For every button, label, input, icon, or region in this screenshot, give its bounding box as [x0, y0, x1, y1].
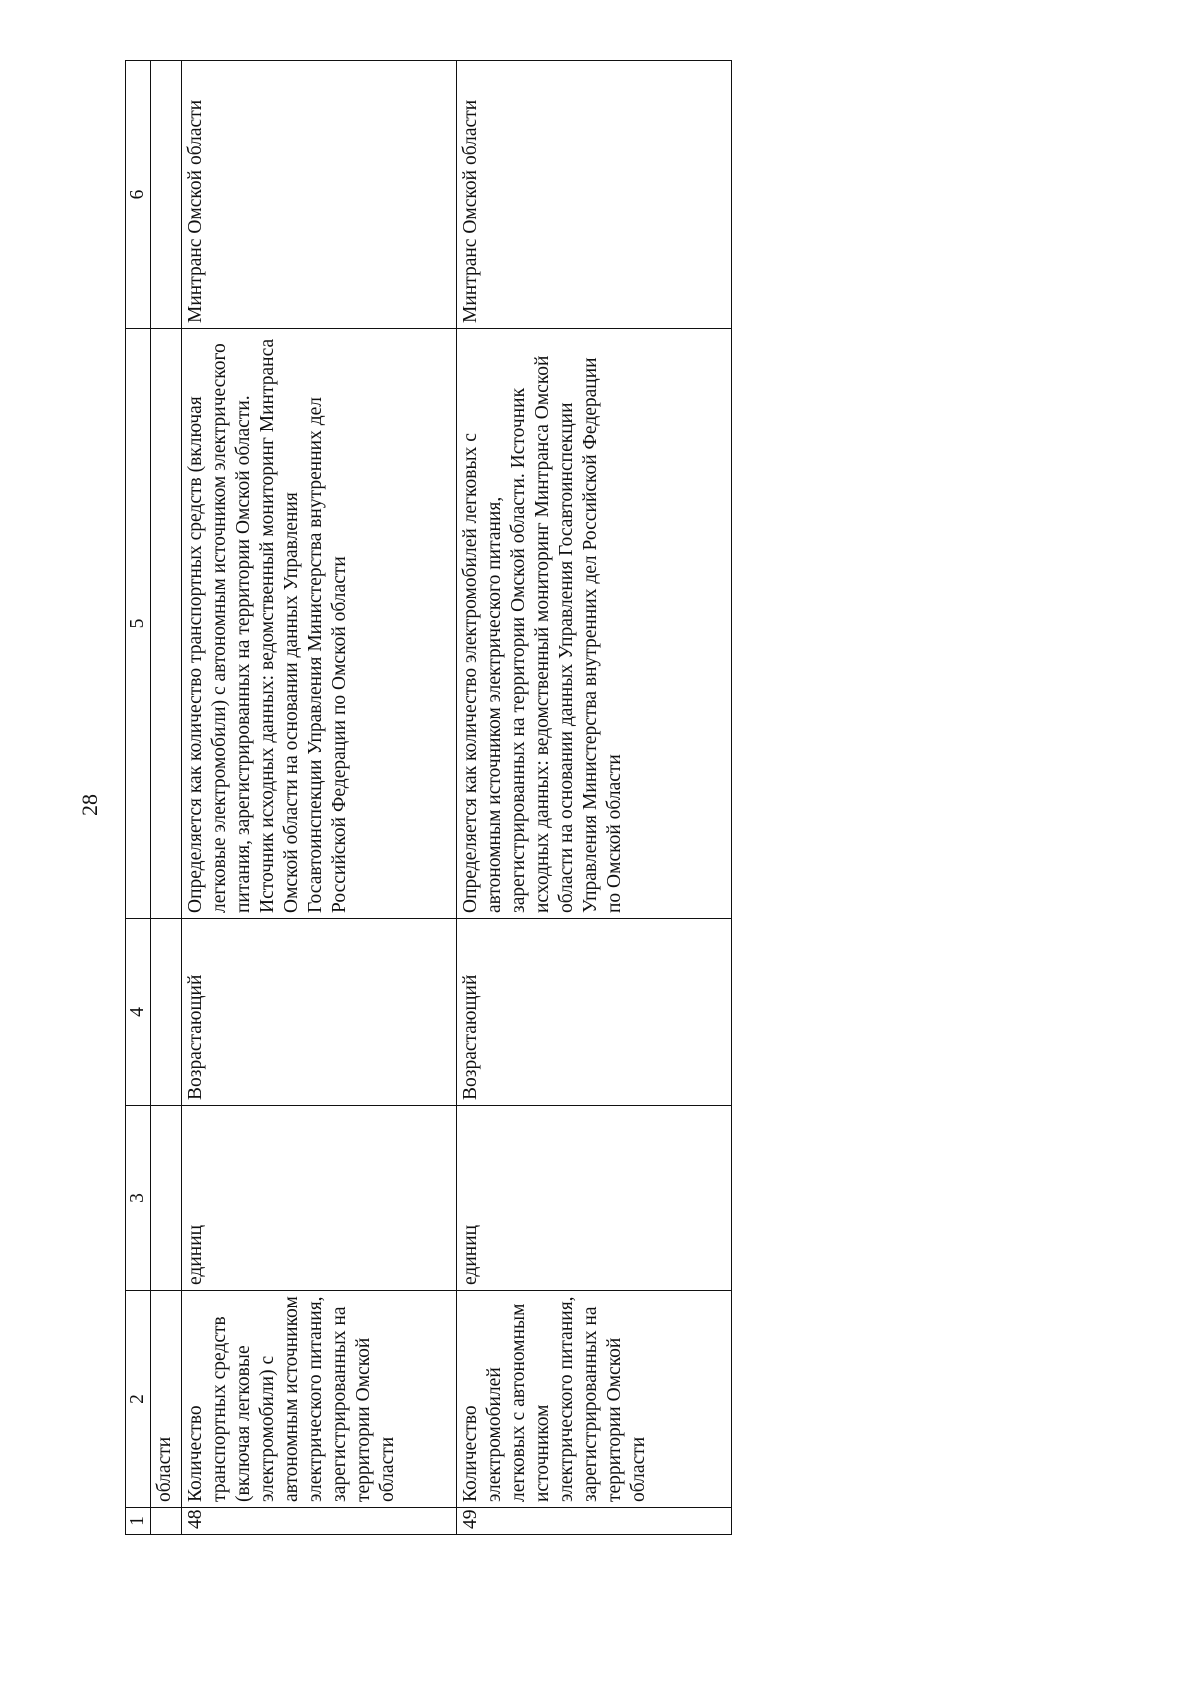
- row-number: 48: [182, 1508, 457, 1535]
- unit-of-measure: единиц: [457, 1106, 732, 1291]
- page-number: 28: [77, 794, 102, 816]
- column-number-4: 4: [126, 919, 151, 1106]
- column-number-5: 5: [126, 329, 151, 919]
- unit-of-measure: единиц: [182, 1106, 457, 1291]
- table-row: [182, 61, 457, 1535]
- column-number-row: [126, 61, 151, 1535]
- table-row: [457, 61, 732, 1535]
- responsible-body: Минтранс Омской области: [457, 61, 732, 329]
- continuation-cell-3: [151, 1106, 182, 1291]
- continuation-cell-5: [151, 329, 182, 919]
- calculation-method: Определяется как количество электромобилей легковых с автономным источником электрического питания, зарегистрированных на территории Омской области. Источник исходных данных: ведомственный мониторинг Минтранса Омской области на основании данных Управления Госавтоинспекции Управления Министерства внутренних дел Российской Федерации по Омской области: [457, 329, 732, 919]
- trend-direction: Возрастающий: [457, 919, 732, 1106]
- calculation-method: Определяется как количество транспортных средств (включая легковые электромобили) с автономным источником электрического питания, зарегистрированных на территории Омской области. Источник исходных данных: ведомственный мониторинг Минтранса Омской области на основании данных Управления Госавтоинспекции Управления Министерства внутренних дел Российской Федерации по Омской области: [182, 329, 457, 919]
- column-number-1: 1: [126, 1508, 151, 1535]
- continuation-cell-4: [151, 919, 182, 1106]
- column-number-2: 2: [126, 1291, 151, 1508]
- continuation-cell-1: [151, 1508, 182, 1535]
- indicator-name: Количество электромобилей легковых с автономным источником электрического питания, зарегистрированных на территории Омской области: [457, 1291, 732, 1508]
- column-number-6: 6: [126, 61, 151, 329]
- trend-direction: Возрастающий: [182, 919, 457, 1106]
- indicator-name: Количество транспортных средств (включая легковые электромобили) с автономным источником электрического питания, зарегистрированных на территории Омской области: [182, 1291, 457, 1508]
- responsible-body: Минтранс Омской области: [182, 61, 457, 329]
- indicators-table: [125, 60, 732, 1535]
- continuation-cell-6: [151, 61, 182, 329]
- continuation-row: [151, 61, 182, 1535]
- continuation-cell-2: области: [151, 1291, 182, 1508]
- column-number-3: 3: [126, 1106, 151, 1291]
- row-number: 49: [457, 1508, 732, 1535]
- rotated-table-container: [125, 61, 795, 1535]
